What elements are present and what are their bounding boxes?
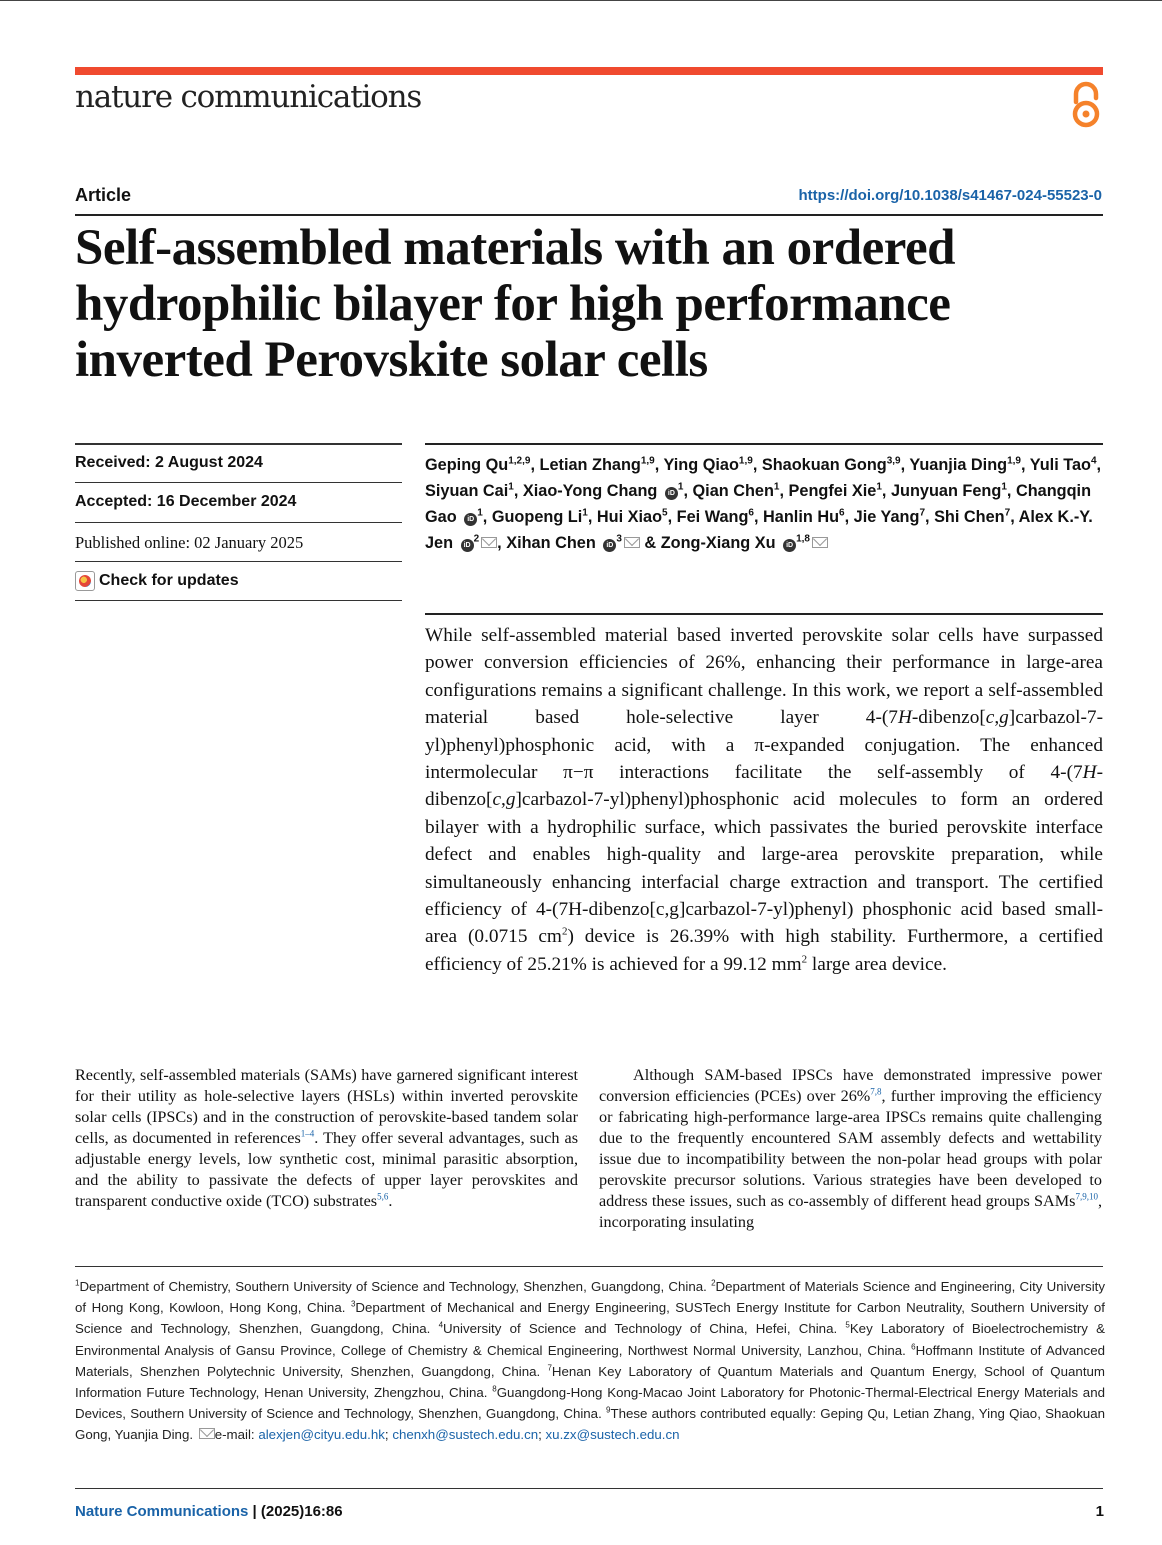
author-affiliation: 7 (919, 507, 925, 519)
authors-rule (425, 443, 1103, 445)
author-list: Geping Qu$^{1,2,9}$, Letian Zhang$^{1,9}$, Ying Qiao$^{1,9}$, Shaokuan Gong$^{3,9}$, Yuanjia Ding$^{1,9}$, Yuli Tao$^4$, Siyuan Cai$^1$, Xiao-Yong Chang $iD^1$, Qian Chen$^1$, Pengfei Xie$^1$, Junyuan Feng$^1$, Changqin Gao $iD^1$, Guopeng Li$^1$, Hui Xiao$^5$, Fei Wang$^6$, Hanlin Hu$^6$, Jie Yang$^7$, Shi Chen$^7$, Alex K.-Y. Jen $iD^2$ , Xihan Chen $iD^3$ & Zong-Xiang Xu iD$^{1,8}$ (425, 455, 1102, 552)
author-affiliation: 1 (677, 481, 684, 493)
author-affiliation: 6 (839, 507, 845, 519)
author-name[interactable]: Changqin Gao $iD^1$ (425, 482, 1092, 526)
published-date: Published online: 02 January 2025 (75, 533, 304, 552)
author-affiliation: 2 (473, 533, 480, 545)
crossmark-icon (75, 571, 95, 591)
meta-rule-top (75, 443, 402, 445)
meta-rule (75, 561, 402, 562)
author-affiliation: 3 (616, 533, 622, 545)
check-updates-label: Check for updates (99, 572, 239, 589)
email-link[interactable]: xu.zx@sustech.edu.cn (545, 1427, 680, 1443)
author-name[interactable]: Hui Xiao$^5$ (596, 507, 668, 526)
author-name[interactable]: Yuanjia Ding$^{1,9}$ (909, 455, 1021, 474)
meta-rule (75, 522, 402, 523)
page-number: 1 (1095, 1503, 1104, 1520)
header-accent-bar (75, 67, 1103, 75)
author-name[interactable]: Jie Yang$^7$ (853, 507, 925, 526)
author-name[interactable]: Alex K.-Y. Jen $iD^2$ (425, 508, 1093, 552)
author-name[interactable]: Shi Chen$^7$ (934, 507, 1011, 526)
author-name[interactable]: Xiao-Yong Chang $iD^1$ (522, 481, 684, 500)
paper-title: Self-assembled materials with an ordered hydrophilic bilayer for high performance inverted Perovskite solar cells (75, 220, 955, 388)
email-link[interactable]: chenxh@sustech.edu.cn (392, 1427, 539, 1443)
abstract: While self-assembled material based inverted perovskite solar cells have surpassed power conversion efficiencies of 26%, enhancing their performance in large-area configurations remains a significant challenge. In this work, we report a self-assembled material based hole-selective layer 4-(7H-dibenzo[c,g]carbazol-7-yl)phenyl)phosphonic acid, with a π-expanded conjugation. The enhanced intermolecular π−π interactions facilitate the self-assembly of 4-(7H-dibenzo[c,g]carbazol-7-yl)phenyl)phosphonic acid molecules to form an ordered bilayer with a hydrophilic surface, which passivates the buried perovskite interface defect and enables high-quality and large-area perovskite preparation, while simultaneously enhancing interfacial charge extraction and transport. The certified efficiency of 4-(7H-dibenzo[c,g]carbazol-7-yl)phenyl) phosphonic acid based small-area (0.0715 $cm^2$) device is 26.39% with high stability. Furthermore, a certified efficiency of 25.21% is achieved for a 99.12 $mm^2$ large area device. (425, 625, 1103, 975)
footer-citation (75, 1503, 343, 1520)
orcid-icon[interactable]: iD (464, 513, 477, 526)
author-name[interactable]: Guopeng Li$^1$ (491, 507, 588, 526)
author-affiliation: 1 (773, 481, 780, 493)
author-affiliation: 1,9 (1007, 455, 1021, 467)
orcid-icon[interactable]: iD (461, 539, 474, 552)
accepted-date: Accepted: 16 December 2024 (75, 493, 297, 510)
author-name[interactable]: Xihan Chen $iD^3$ (506, 534, 640, 552)
author-name[interactable]: Junyuan Feng$^1$ (890, 481, 1007, 500)
body-column-left: Recently, self-assembled materials (SAMs) have garnered significant interest for their utility as hole-selective layers (HSLs) within inverted perovskite solar cells (IPSCs) and in the construction of perovskite-based tandem solar cells, as documented in references$^{1-4}$. They offer several advantages, such as adjustable energy levels, low synthetic cost, minimal parasitic absorption, and the ability to passivate the defects of upper layer perovskites and transparent conductive oxide (TCO) substrates$^{5,6}$. (75, 1066, 578, 1210)
author-name[interactable]: Zong-Xiang Xu iD$^{1,8}$ (661, 534, 828, 552)
email-icon[interactable] (624, 537, 640, 548)
affiliations-rule (75, 1266, 1103, 1267)
meta-rule (75, 482, 402, 483)
author-affiliation: 1 (1001, 481, 1007, 493)
affiliations: $^1$Department of Chemistry, Southern University of Science and Technology, Shenzhen, Guangdong, China. $^2$Department of Materials Science and Engineering, City University of Hong Kong, Kowloon, Hong Kong, China. $^3$Department of Mechanical and Energy Engineering, SUSTech Energy Institute for Carbon Neutrality, Southern University of Science and Technology, Shenzhen, Guangdong, China. $^4$University of Science and Technology of China, Hefei, China. $^5$Key Laboratory of Bioelectrochemistry & Environmental Analysis of Gansu Province, College of Chemistry & Chemical Engineering, Northwest Normal University, Lanzhou, China. $^6$Hoffmann Institute of Advanced Materials, Shenzhen Polytechnic University, Shenzhen, Guangdong, China. $^7$Henan Key Laboratory of Quantum Materials and Quantum Energy, School of Quantum Information Future Technology, Henan University, Zhengzhou, China. $^8$Guangdong-Hong Kong-Macao Joint Laboratory for Photonic-Thermal-Electrical Energy Materials and Devices, Southern University of Science and Technology, Shenzhen, Guangdong, China. $^9$These authors contributed equally: Geping Qu, Letian Zhang, Ying Qiao, Shaokuan Gong, Yuanjia Ding. e-mail: alexjen@cityu.edu.hk; chenxh@sustech.edu.cn; xu.zx@sustech.edu.cn (75, 1278, 1106, 1443)
footer-volume: | (2025)16:86 (248, 1503, 343, 1520)
author-affiliation: 1,2,9 (508, 455, 531, 467)
author-affiliation: 3,9 (886, 455, 901, 467)
author-affiliation: 1 (508, 481, 514, 493)
author-name[interactable]: Qian Chen$^1$ (692, 481, 780, 500)
email-icon[interactable] (481, 537, 497, 548)
doi-link[interactable]: https://doi.org/10.1038/s41467-024-55523-0 (798, 187, 1102, 204)
orcid-icon[interactable]: iD (665, 487, 678, 500)
footer-rule (75, 1488, 1103, 1489)
author-name[interactable]: Fei Wang$^6$ (676, 507, 754, 526)
title-rule (75, 214, 1103, 216)
top-border (0, 0, 1162, 1)
author-name[interactable]: Letian Zhang$^{1,9}$ (539, 455, 655, 474)
meta-rule-bottom (75, 600, 402, 601)
orcid-icon[interactable]: iD (603, 539, 616, 552)
article-type: Article (75, 185, 132, 205)
author-affiliation: 1,8 (796, 533, 810, 545)
author-name[interactable]: Geping Qu$^{1,2,9}$ (425, 455, 531, 474)
author-name[interactable]: Hanlin Hu$^6$ (763, 507, 845, 526)
author-name[interactable]: Pengfei Xie$^1$ (788, 481, 882, 500)
abstract-rule (425, 613, 1103, 615)
body-column-right: Although SAM-based IPSCs have demonstrated impressive power conversion efficiencies (PCEs) over 26%$^{7,8}$, further improving the efficiency or fabricating high-performance large-area IPSCs remains quite challenging due to the frequently encountered SAM assembly defects and wettability issue due to incompatibility between the non-polar head groups with polar perovskite precursor solutions. Various strategies have been developed to address these issues, such as co-assembly of different head groups SAMs$^{7,9,10}$, incorporating insulating (599, 1066, 1102, 1231)
email-link[interactable]: alexjen@cityu.edu.hk (258, 1427, 385, 1443)
author-affiliation: 6 (748, 507, 754, 519)
author-name[interactable]: Siyuan Cai$^1$ (425, 481, 514, 500)
author-affiliation: 4 (1090, 455, 1097, 467)
email-icon (199, 1428, 215, 1439)
author-name[interactable]: Shaokuan Gong$^{3,9}$ (761, 455, 901, 474)
journal-name: nature communications (75, 79, 422, 115)
email-icon[interactable] (812, 537, 828, 548)
check-for-updates-button[interactable] (75, 571, 239, 591)
orcid-icon[interactable]: iD (783, 539, 796, 552)
author-affiliation: 1,9 (640, 455, 655, 467)
author-affiliation: 5 (662, 507, 668, 519)
author-affiliation: 1,9 (738, 455, 753, 467)
author-affiliation: 1 (876, 481, 882, 493)
author-affiliation: 7 (1004, 507, 1011, 519)
author-name[interactable]: Yuli Tao$^4$ (1029, 455, 1097, 474)
author-name[interactable]: Ying Qiao$^{1,9}$ (663, 455, 753, 474)
author-affiliation: 1 (477, 507, 483, 519)
footer-journal[interactable]: Nature Communications (75, 1503, 249, 1520)
author-affiliation: 1 (582, 507, 588, 519)
open-access-icon (1066, 80, 1106, 130)
received-date: Received: 2 August 2024 (75, 454, 263, 471)
